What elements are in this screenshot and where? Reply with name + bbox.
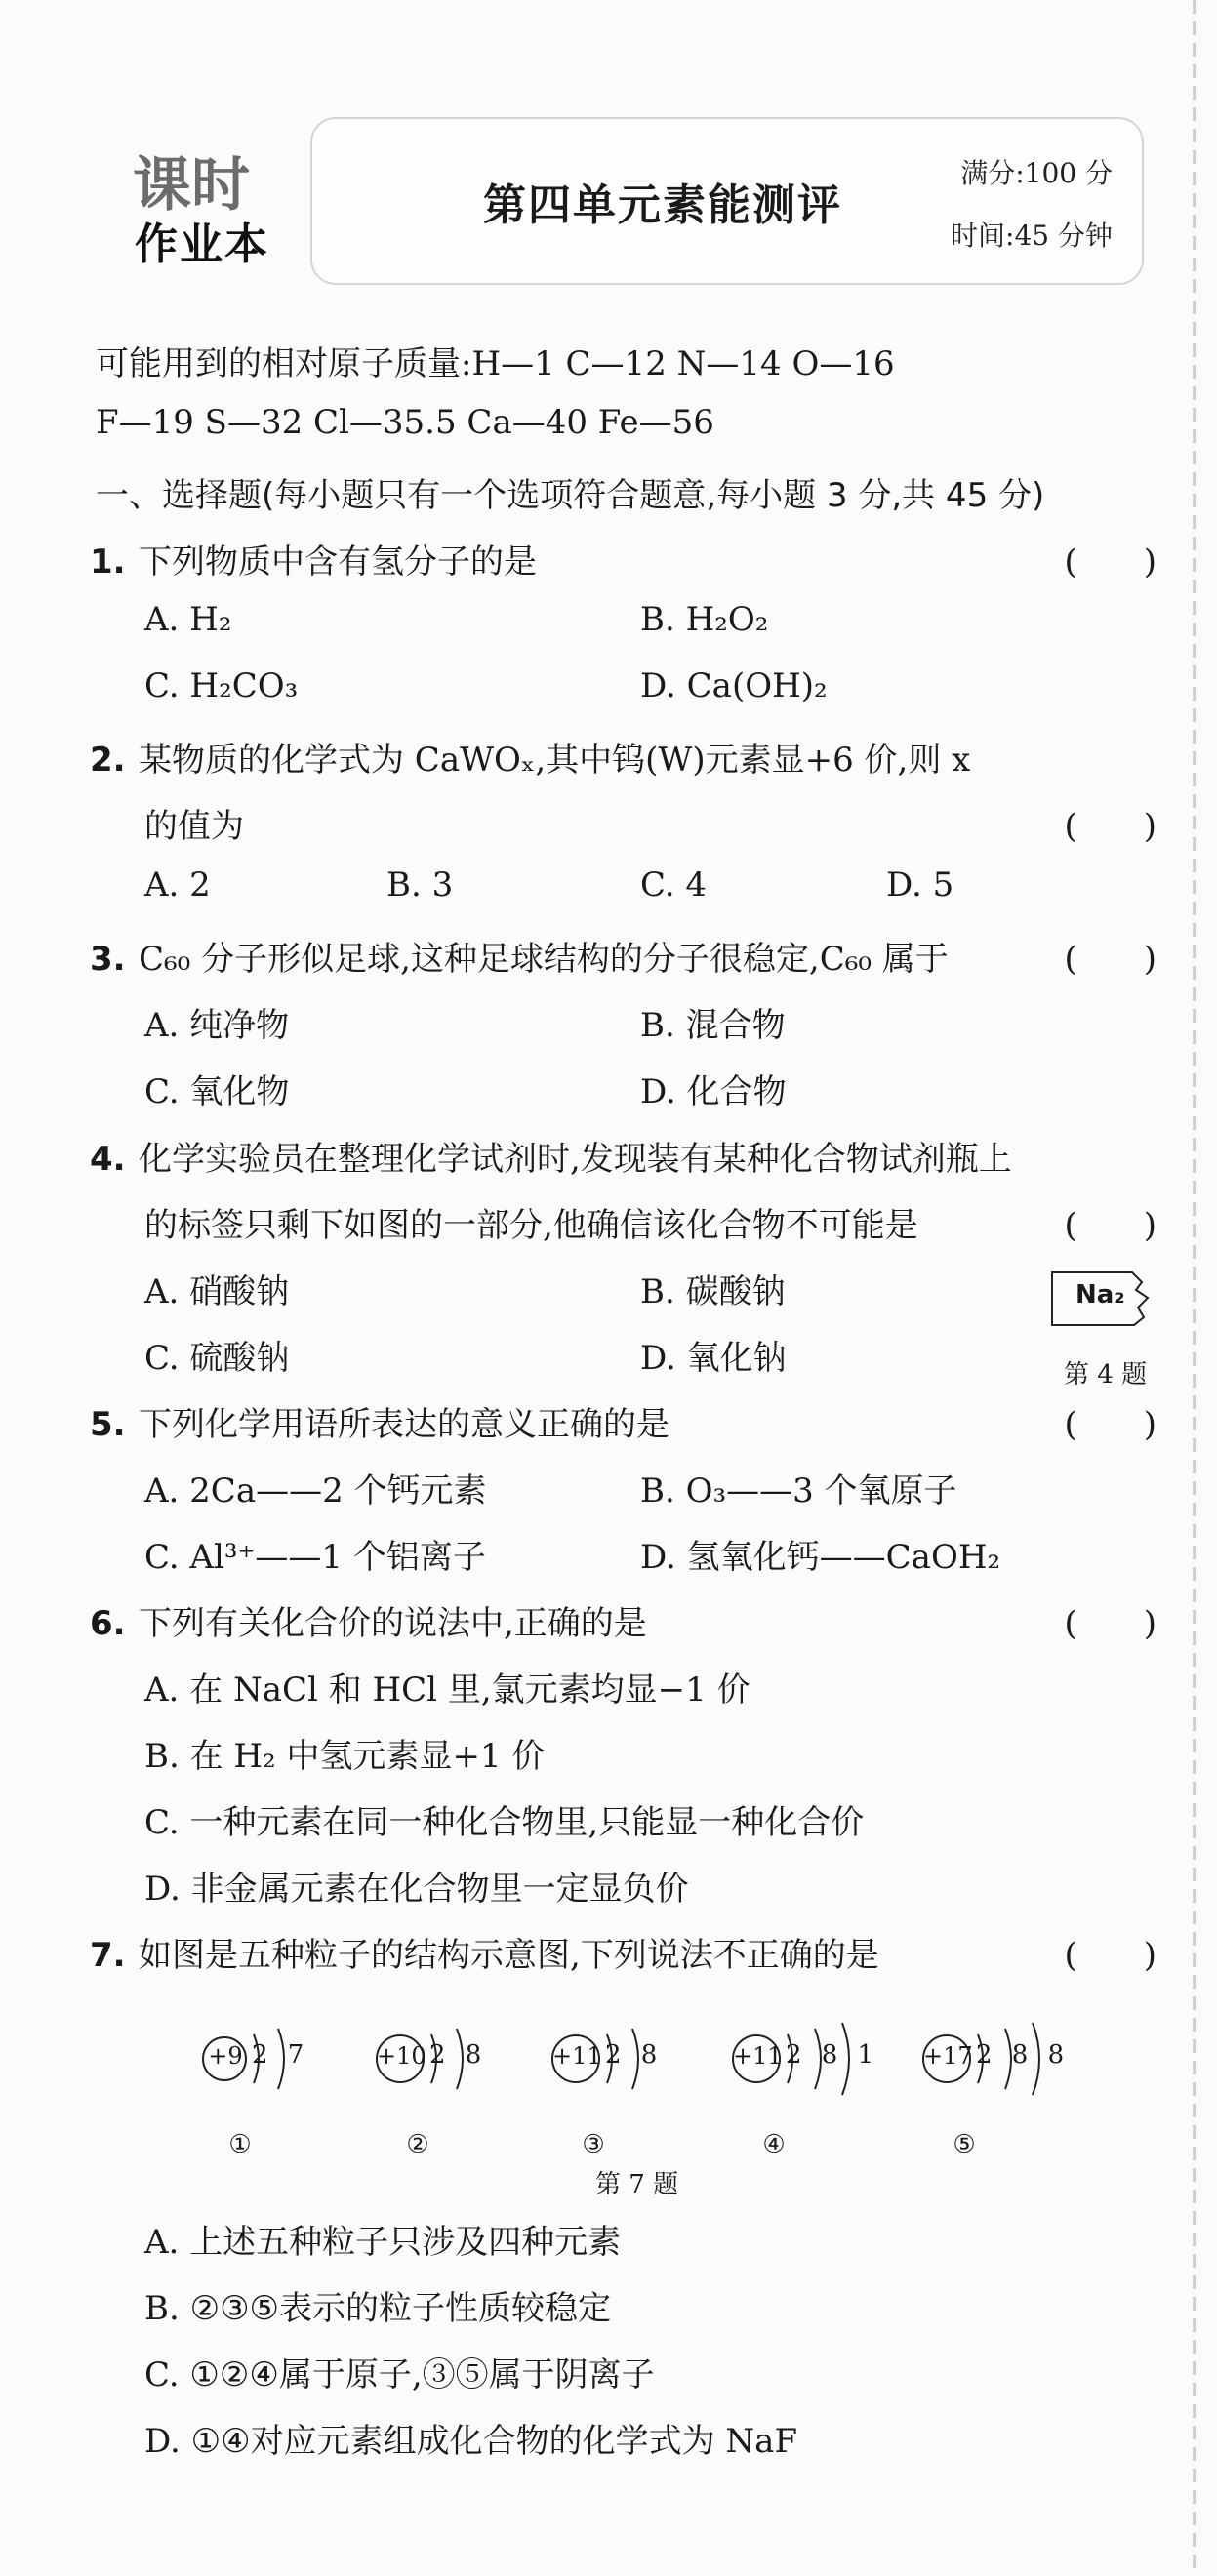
option-d[interactable]: D. Ca(OH)₂ (640, 666, 828, 705)
option-b[interactable]: B. 在 H₂ 中氢元素显+1 价 (144, 1737, 546, 1776)
question-2 (90, 733, 970, 781)
question-number: 3. (90, 940, 126, 979)
question-text: 下列有关化合价的说法中,正确的是 (139, 1604, 647, 1643)
answer-blank[interactable]: ( ) (1064, 1206, 1156, 1245)
question-6 (90, 1596, 647, 1644)
shell-electrons: 2 8 8 (976, 2040, 1071, 2070)
question-text: 如图是五种粒子的结构示意图,下列说法不正确的是 (139, 1936, 879, 1975)
option-b[interactable]: B. 3 (386, 865, 454, 905)
full-score: 满分:100 分 (960, 157, 1113, 189)
particle-label: ① (228, 2130, 252, 2159)
option-c[interactable]: C. 一种元素在同一种化合物里,只能显一种化合价 (144, 1803, 865, 1842)
option-c[interactable]: C. ①②④属于原子,③⑤属于阴离子 (144, 2355, 655, 2395)
section-heading: 一、选择题(每小题只有一个选项符合题意,每小题 3 分,共 45 分) (96, 476, 1045, 515)
shell-electrons: 2 8 (605, 2040, 664, 2070)
shell-electrons: 2 8 1 (786, 2040, 880, 2070)
question-text: 下列化学用语所表达的意义正确的是 (139, 1405, 669, 1444)
option-c[interactable]: C. 硫酸钠 (144, 1339, 290, 1378)
option-b[interactable]: B. O₃——3 个氧原子 (640, 1471, 957, 1510)
option-a[interactable]: A. 上述五种粒子只涉及四种元素 (144, 2223, 622, 2262)
question-number: 1. (90, 543, 126, 582)
particle-label: ③ (582, 2130, 605, 2159)
option-d[interactable]: D. 氧化钠 (640, 1339, 787, 1378)
figure-caption-q7: 第 7 题 (595, 2170, 679, 2199)
question-4 (90, 1132, 1012, 1180)
option-b[interactable]: B. 碳酸钠 (640, 1272, 786, 1311)
page-title: 第四单元素能测评 (483, 181, 842, 230)
shell-electrons: 2 8 (429, 2040, 488, 2070)
logo-bottom-text: 作业本 (135, 220, 269, 269)
particle-4 (727, 2005, 893, 2159)
option-c[interactable]: C. Al³⁺——1 个铝离子 (144, 1538, 486, 1577)
question-text: 某物质的化学式为 CaWOₓ,其中钨(W)元素显+6 价,则 x (139, 741, 971, 780)
shell-electrons: 2 7 (252, 2040, 310, 2070)
header (115, 117, 1140, 283)
option-a[interactable]: A. 纯净物 (144, 1006, 290, 1045)
answer-blank[interactable]: ( ) (1064, 1405, 1156, 1444)
logo (125, 139, 310, 275)
answer-blank[interactable]: ( ) (1064, 807, 1156, 846)
particle-label: ② (406, 2130, 429, 2159)
particle-label: ④ (762, 2130, 786, 2159)
question-text: C₆₀ 分子形似足球,这种足球结构的分子很稳定,C₆₀ 属于 (139, 940, 949, 979)
nucleus-charge: +11 (733, 2042, 783, 2070)
figure-caption-q4: 第 4 题 (1064, 1360, 1148, 1389)
option-d[interactable]: D. 非金属元素在化合物里一定显负价 (144, 1870, 689, 1909)
torn-label-figure (1048, 1268, 1156, 1329)
particle-label: ⑤ (953, 2130, 976, 2159)
option-c[interactable]: C. 氧化物 (144, 1072, 290, 1111)
question-text-cont: 的值为 (144, 807, 244, 846)
question-number: 7. (90, 1936, 126, 1975)
option-a[interactable]: A. H₂ (144, 600, 232, 639)
title-box (310, 117, 1144, 285)
question-number: 4. (90, 1140, 126, 1179)
question-text: 化学实验员在整理化学试剂时,发现装有某种化合物试剂瓶上 (139, 1140, 1012, 1179)
option-b[interactable]: B. H₂O₂ (640, 600, 769, 639)
question-text: 下列物质中含有氢分子的是 (139, 543, 537, 582)
label-text: Na₂ (1075, 1280, 1125, 1309)
particle-1 (195, 2005, 361, 2159)
option-b[interactable]: B. ②③⑤表示的粒子性质较稳定 (144, 2289, 612, 2328)
question-text-cont: 的标签只剩下如图的一部分,他确信该化合物不可能是 (144, 1206, 918, 1245)
atomic-mass-line-1: 可能用到的相对原子质量:H—1 C—12 N—14 O—16 (96, 344, 895, 383)
answer-blank[interactable]: ( ) (1064, 1604, 1156, 1643)
exam-time: 时间:45 分钟 (951, 220, 1113, 252)
particle-5 (917, 2005, 1083, 2159)
nucleus-charge: +11 (552, 2042, 602, 2070)
option-a[interactable]: A. 2 (144, 865, 211, 905)
question-3 (90, 932, 949, 980)
particle-diagrams (195, 2005, 1074, 2161)
option-d[interactable]: D. 5 (886, 865, 954, 905)
option-a[interactable]: A. 2Ca——2 个钙元素 (144, 1471, 487, 1510)
answer-blank[interactable]: ( ) (1064, 543, 1156, 582)
atomic-mass-line-2: F—19 S—32 Cl—35.5 Ca—40 Fe—56 (96, 403, 714, 442)
option-c[interactable]: C. 4 (640, 865, 708, 905)
particle-2 (371, 2005, 537, 2159)
option-a[interactable]: A. 在 NaCl 和 HCl 里,氯元素均显−1 价 (144, 1670, 750, 1710)
question-1 (90, 535, 537, 583)
nucleus-charge: +10 (377, 2042, 426, 2070)
option-c[interactable]: C. H₂CO₃ (144, 666, 299, 705)
nucleus-charge: +9 (208, 2042, 243, 2070)
option-d[interactable]: D. 氢氧化钙——CaOH₂ (640, 1538, 1001, 1577)
option-b[interactable]: B. 混合物 (640, 1006, 786, 1045)
question-7 (90, 1928, 879, 1976)
answer-blank[interactable]: ( ) (1064, 940, 1156, 979)
question-5 (90, 1397, 669, 1445)
answer-blank[interactable]: ( ) (1064, 1936, 1156, 1975)
particle-3 (547, 2005, 712, 2159)
question-number: 5. (90, 1405, 126, 1444)
option-d[interactable]: D. ①④对应元素组成化合物的化学式为 NaF (144, 2422, 798, 2461)
option-d[interactable]: D. 化合物 (640, 1072, 787, 1111)
option-a[interactable]: A. 硝酸钠 (144, 1272, 290, 1311)
question-number: 6. (90, 1604, 126, 1643)
logo-top-text: 课时 (133, 151, 250, 220)
question-number: 2. (90, 741, 126, 780)
nucleus-charge: +17 (923, 2042, 973, 2070)
page-edge-dash (1193, 0, 1196, 2576)
